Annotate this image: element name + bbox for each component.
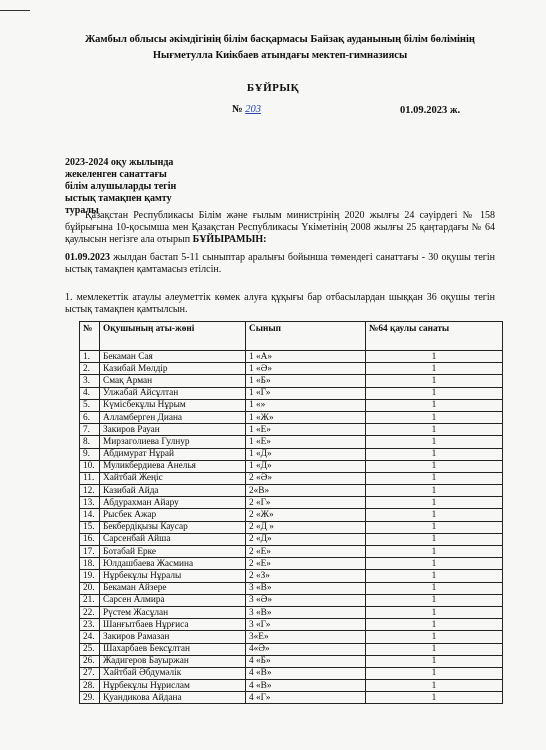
category-value: 1	[366, 436, 503, 448]
student-name: Алламберген Диана	[100, 411, 246, 423]
student-class: 1 «Г»	[246, 387, 366, 399]
category-value: 1	[366, 387, 503, 399]
row-number: 19.	[80, 570, 100, 582]
table-row	[80, 436, 503, 448]
table-row	[80, 424, 503, 436]
category-value: 1	[366, 424, 503, 436]
student-name: Муликбердиева Анелья	[100, 460, 246, 472]
paragraph-1	[65, 252, 495, 276]
row-number: 9.	[80, 448, 100, 460]
category-value: 1	[366, 411, 503, 423]
table-row	[80, 472, 503, 484]
student-class: 1 «А»	[246, 351, 366, 363]
table-row	[80, 680, 503, 692]
student-name: Бекаман Сая	[100, 351, 246, 363]
row-number: 14.	[80, 509, 100, 521]
row-number: 29.	[80, 692, 100, 704]
student-name: Қуандикова Айдана	[100, 692, 246, 704]
category-value: 1	[366, 643, 503, 655]
order-number-value: 203	[245, 104, 261, 115]
category-value: 1	[366, 533, 503, 545]
student-name: Абдурахман Айару	[100, 497, 246, 509]
row-number: 2.	[80, 363, 100, 375]
student-name: Күмісбекұлы Нұрым	[100, 399, 246, 411]
category-value: 1	[366, 692, 503, 704]
table-row	[80, 619, 503, 631]
row-number: 21.	[80, 594, 100, 606]
table-row	[80, 558, 503, 570]
student-name: Абдимурат Нұрай	[100, 448, 246, 460]
student-class: 4 «В»	[246, 680, 366, 692]
preamble-text: Қазақстан Республикасы Білім және ғылым министрінің 2020 жылғы 24 сәуірдегі № 158 бұйрығына 10-қосымша мен Қазақстан Республикасы Үкіметінің 2008 жылғы 25 қаңтардағы № 64 қаулысын негізге ала отырып	[65, 210, 495, 245]
col-header-name: Оқушының аты-жөні	[100, 322, 246, 351]
student-name: Хайтбай Жеңіс	[100, 472, 246, 484]
category-value: 1	[366, 680, 503, 692]
category-value: 1	[366, 619, 503, 631]
paragraph-1-date: 01.09.2023	[65, 252, 110, 263]
category-value: 1	[366, 558, 503, 570]
student-class: 2 «Д»	[246, 533, 366, 545]
student-class: 1 «Ә»	[246, 363, 366, 375]
category-value: 1	[366, 521, 503, 533]
table-row	[80, 375, 503, 387]
table-row	[80, 363, 503, 375]
table-row	[80, 594, 503, 606]
student-class: 2«В»	[246, 485, 366, 497]
table-row	[80, 643, 503, 655]
category-value: 1	[366, 582, 503, 594]
col-header-number: №	[80, 322, 100, 351]
category-value: 1	[366, 570, 503, 582]
category-value: 1	[366, 655, 503, 667]
row-number: 20.	[80, 582, 100, 594]
table-row	[80, 521, 503, 533]
student-name: Мирзаголиева Гулнур	[100, 436, 246, 448]
header-line-2: Нығметулла Киікбаев атындағы мектеп-гимназиясы	[152, 50, 408, 61]
category-value: 1	[366, 606, 503, 618]
row-number: 23.	[80, 619, 100, 631]
order-number-prefix: №	[232, 104, 243, 115]
student-name: Казибай Мөлдір	[100, 363, 246, 375]
category-value: 1	[366, 509, 503, 521]
row-number: 18.	[80, 558, 100, 570]
student-class: 2 «Д »	[246, 521, 366, 533]
student-name: Казибай Айда	[100, 485, 246, 497]
student-name: Жадигеров Бауыржан	[100, 655, 246, 667]
row-number: 5.	[80, 399, 100, 411]
student-class: 2 «Г»	[246, 497, 366, 509]
row-number: 7.	[80, 424, 100, 436]
student-class: 2 «З»	[246, 570, 366, 582]
row-number: 4.	[80, 387, 100, 399]
student-name: Закиров Рамазан	[100, 631, 246, 643]
student-name: Нұрбекұлы Нұрислам	[100, 680, 246, 692]
table-row	[80, 460, 503, 472]
row-number: 3.	[80, 375, 100, 387]
student-class: 3 «В»	[246, 582, 366, 594]
student-class: 4«Ә»	[246, 643, 366, 655]
table-row	[80, 497, 503, 509]
student-name: Сарсенбай Айша	[100, 533, 246, 545]
student-name: Бекаман Айзере	[100, 582, 246, 594]
category-value: 1	[366, 667, 503, 679]
table-row	[80, 448, 503, 460]
table-row	[80, 546, 503, 558]
category-value: 1	[366, 351, 503, 363]
student-name: Рүстем Жасұлан	[100, 606, 246, 618]
order-subject: 2023-2024 оқу жылында жекеленген санаттағы білім алушыларды тегін ыстық тамақпен қамту туралы	[65, 157, 177, 216]
student-class: 3 «Г»	[246, 619, 366, 631]
student-class: 4 «Б»	[246, 655, 366, 667]
student-name: Рысбек Ажар	[100, 509, 246, 521]
table-row	[80, 351, 503, 363]
student-class: 1 «Б»	[246, 375, 366, 387]
student-class: 1 «Е»	[246, 436, 366, 448]
row-number: 8.	[80, 436, 100, 448]
row-number: 12.	[80, 485, 100, 497]
row-number: 17.	[80, 546, 100, 558]
student-class: 2 «Е»	[246, 558, 366, 570]
table-row	[80, 655, 503, 667]
student-class: 1 «Д»	[246, 460, 366, 472]
table-row	[80, 533, 503, 545]
table-row	[80, 399, 503, 411]
student-class: 2 «Е»	[246, 546, 366, 558]
table-row	[80, 485, 503, 497]
order-number	[232, 104, 261, 115]
student-name: Ботабай Ерке	[100, 546, 246, 558]
category-value: 1	[366, 375, 503, 387]
table-row	[80, 570, 503, 582]
category-value: 1	[366, 631, 503, 643]
category-value: 1	[366, 448, 503, 460]
student-class: 3«Е»	[246, 631, 366, 643]
paragraph-2: 1. мемлекеттік атаулы әлеуметтік көмек алуға құқығы бар отбасылардан шыққан 36 оқушы тегін ыстық тамақпен қамтылсын.	[65, 292, 495, 315]
table-body	[80, 351, 503, 704]
student-name: Улжабай Айсұлтан	[100, 387, 246, 399]
student-name: Бекбердіқызы Каусар	[100, 521, 246, 533]
category-value: 1	[366, 497, 503, 509]
table-row	[80, 692, 503, 704]
table-header-row	[80, 322, 503, 351]
table-row	[80, 667, 503, 679]
row-number: 22.	[80, 606, 100, 618]
student-name: Смақ Арман	[100, 375, 246, 387]
student-class: 2 «Ә»	[246, 472, 366, 484]
row-number: 10.	[80, 460, 100, 472]
top-rule	[0, 10, 30, 11]
category-value: 1	[366, 399, 503, 411]
col-header-category: №64 қаулы санаты	[366, 322, 503, 351]
student-class: 1 «»	[246, 399, 366, 411]
student-name: Хайтбай Әбдумәлік	[100, 667, 246, 679]
row-number: 24.	[80, 631, 100, 643]
student-class: 4 «Г»	[246, 692, 366, 704]
table-row	[80, 582, 503, 594]
preamble-paragraph	[65, 210, 495, 246]
category-value: 1	[366, 594, 503, 606]
row-number: 25.	[80, 643, 100, 655]
student-class: 1 «Е»	[246, 424, 366, 436]
row-number: 6.	[80, 411, 100, 423]
table-row	[80, 387, 503, 399]
order-date: 01.09.2023 ж.	[400, 105, 461, 116]
student-name: Шанғытбаев Нұрғиса	[100, 619, 246, 631]
category-value: 1	[366, 485, 503, 497]
category-value: 1	[366, 460, 503, 472]
category-value: 1	[366, 546, 503, 558]
row-number: 15.	[80, 521, 100, 533]
category-value: 1	[366, 363, 503, 375]
student-class: 1 «Ж»	[246, 411, 366, 423]
col-header-class: Сынып	[246, 322, 366, 351]
students-table	[79, 321, 503, 704]
row-number: 16.	[80, 533, 100, 545]
student-class: 3 «Ә»	[246, 594, 366, 606]
row-number: 26.	[80, 655, 100, 667]
row-number: 11.	[80, 472, 100, 484]
row-number: 1.	[80, 351, 100, 363]
table-row	[80, 509, 503, 521]
header-line-1: Жамбыл облысы әкімдігінің білім басқармасы Байзақ ауданының білім бөлімінің	[85, 34, 475, 45]
category-value: 1	[366, 472, 503, 484]
student-name: Шахарбаев Бексұлтан	[100, 643, 246, 655]
preamble-order-word: БҰЙЫРАМЫН:	[192, 234, 267, 245]
row-number: 27.	[80, 667, 100, 679]
student-name: Закиров Рауан	[100, 424, 246, 436]
document-title: БҰЙРЫҚ	[246, 82, 300, 94]
table-row	[80, 411, 503, 423]
row-number: 28.	[80, 680, 100, 692]
student-class: 1 «Д»	[246, 448, 366, 460]
table-row	[80, 606, 503, 618]
row-number: 13.	[80, 497, 100, 509]
student-class: 3 «В»	[246, 606, 366, 618]
student-name: Сарсен Алмира	[100, 594, 246, 606]
table-row	[80, 631, 503, 643]
student-name: Нұрбекұлы Нұралы	[100, 570, 246, 582]
student-name: Юлдашбаева Жасмина	[100, 558, 246, 570]
paragraph-1-text: жылдан бастап 5-11 сыныптар аралығы бойынша төмендегі санаттағы - 30 оқушы тегін ыстық тамақпен қамтамасыз етілсін.	[65, 252, 495, 275]
student-class: 2 «Ж»	[246, 509, 366, 521]
student-class: 4 «В»	[246, 667, 366, 679]
